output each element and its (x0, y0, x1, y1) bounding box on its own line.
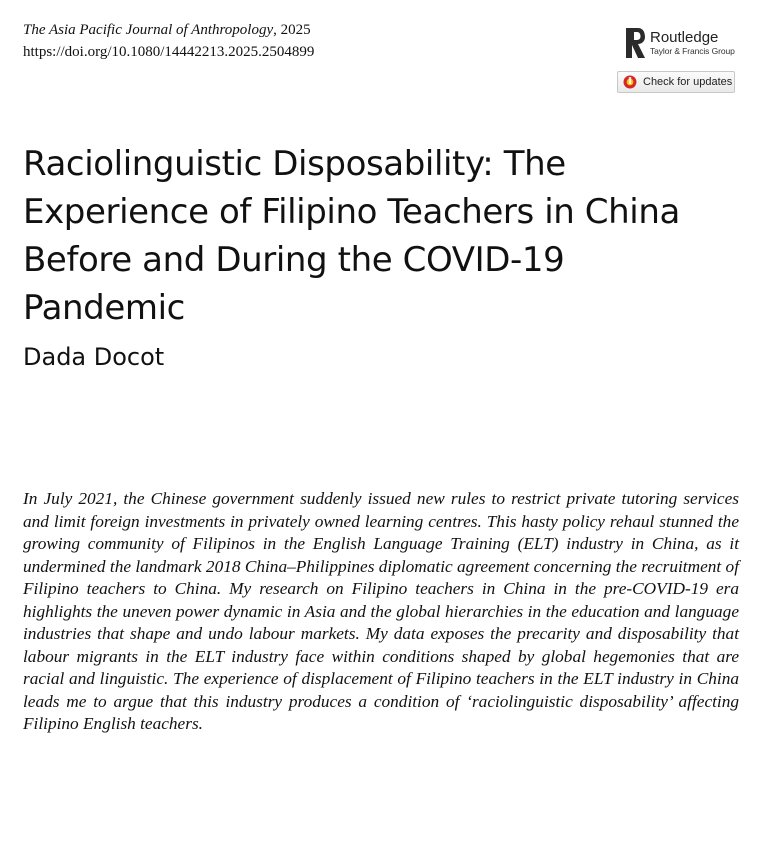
check-updates-label: Check for updates (643, 76, 733, 88)
check-updates-icon (623, 75, 637, 89)
journal-citation (23, 20, 311, 41)
publisher-logo[interactable] (626, 26, 735, 60)
publisher-subtitle: Taylor & Francis Group (650, 45, 735, 56)
routledge-icon (626, 26, 646, 60)
publisher-name: Routledge (650, 28, 719, 46)
article-abstract: In July 2021, the Chinese government suddenly issued new rules to restrict private tutoring services and limit foreign investments in privately owned learning centres. This hasty policy rehaul stunned the growing community of Filipinos in the English Language Training (ELT) industry in China, as it undermined the landmark 2018 China–Philippines diplomatic agreement concerning the recruitment of Filipino teachers to China. My research on Filipino teachers in China in the pre-COVID-19 era highlights the uneven power dynamic in Asia and the global hierarchies in the education and language industries that shape and undo labour markets. My data exposes the precarity and disposability that labour migrants in the ELT industry face within conditions shaped by global hegemonies that are racial and linguistic. The experience of displacement of Filipino teachers in the ELT industry in China leads me to argue that this industry produces a condition of ‘raciolinguistic disposability’ affecting Filipino English teachers. (23, 489, 739, 733)
check-for-updates-button[interactable] (617, 71, 735, 93)
article-title: Raciolinguistic Disposability: The Experience of Filipino Teachers in China Before and During the COVID-19 Pandemic (23, 144, 680, 328)
journal-name: The Asia Pacific Journal of Anthropology (23, 22, 274, 38)
journal-year: , 2025 (273, 22, 311, 38)
article-author[interactable]: Dada Docot (23, 343, 165, 371)
doi-link[interactable]: https://doi.org/10.1080/14442213.2025.2504899 (23, 44, 315, 60)
